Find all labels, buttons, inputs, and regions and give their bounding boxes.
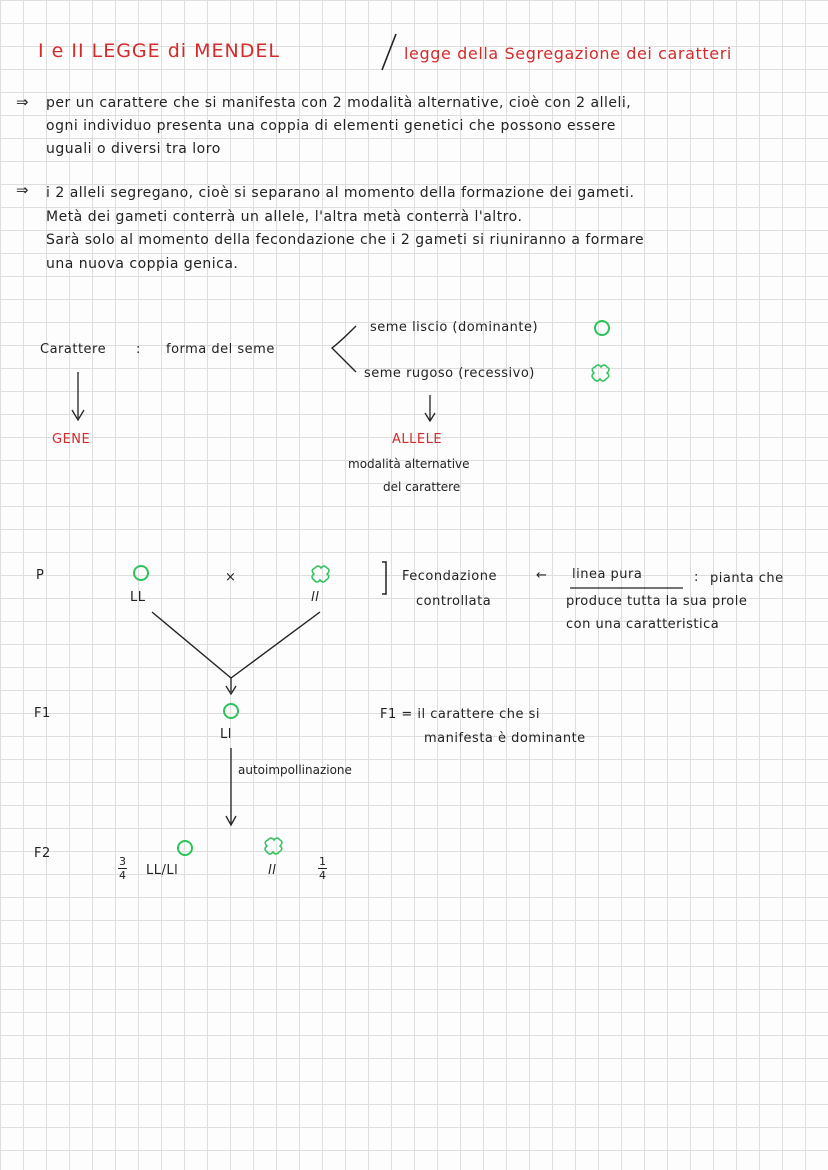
title-slash-line [382, 34, 396, 70]
allele-label: ALLELE [392, 432, 443, 447]
bullet-arrow-2: ⇒ [16, 181, 30, 199]
wrinkled-seed-icon-p [312, 566, 329, 582]
paragraph2-line3: Sarà solo al momento della fecondazione che i 2 gameti si riuniranno a formare [46, 232, 645, 248]
fraction-one-quarter [318, 856, 327, 883]
f1-generation-label: F1 [34, 706, 51, 721]
paragraph1-line2: ogni individuo presenta una coppia di elementi genetici che possono essere [46, 118, 616, 134]
frac-numerator-3: 3 [119, 855, 126, 868]
paragraph2-line2: Metà dei gameti conterrà un allele, l'altra metà conterrà l'altro. [46, 209, 523, 225]
p-genotype-recessive: ll [311, 590, 320, 605]
forma-del-seme: forma del seme [166, 342, 275, 357]
left-arrow: ← [536, 568, 548, 583]
v-line-left [152, 612, 231, 678]
carattere-colon: : [136, 342, 141, 357]
allele-desc-1: modalità alternative [348, 457, 470, 471]
page-subtitle: legge della Segregazione dei caratteri [404, 44, 732, 63]
linea-pura-colon: : [694, 570, 699, 585]
f2-genotype-recessive: ll [268, 863, 277, 878]
frac-denominator-4a: 4 [119, 869, 126, 882]
linea-pura-def-2: produce tutta la sua prole [566, 594, 748, 609]
f1-genotype: Ll [220, 727, 232, 742]
paragraph2-line4: una nuova coppia genica. [46, 256, 239, 272]
fecondazione-line1: Fecondazione [402, 569, 497, 584]
wrinkled-seed-icon-legend [592, 365, 609, 381]
carattere-label: Carattere [40, 342, 107, 357]
f2-genotype-dominant: LL/Ll [146, 863, 179, 878]
bracket [382, 562, 386, 594]
seme-rugoso: seme rugoso (recessivo) [364, 366, 535, 381]
f1-note-line1: F1 = il carattere che si [380, 707, 540, 722]
paragraph1-line3: uguali o diversi tra loro [46, 141, 221, 157]
brace [332, 326, 356, 372]
p-genotype-dominant: LL [130, 590, 146, 605]
frac-numerator-1: 1 [319, 855, 326, 868]
bullet-arrow-1: ⇒ [16, 93, 30, 111]
seme-liscio: seme liscio (dominante) [370, 320, 539, 335]
smooth-seed-icon-f1 [223, 703, 239, 719]
gene-label: GENE [52, 432, 91, 447]
f2-generation-label: F2 [34, 846, 51, 861]
cross-symbol: × [225, 570, 237, 585]
f1-note-line2: manifesta è dominante [424, 731, 586, 746]
linea-pura-def-1: pianta che [710, 571, 784, 586]
smooth-seed-icon-f2 [177, 840, 193, 856]
smooth-seed-icon-legend [594, 320, 610, 336]
fraction-three-quarters [118, 856, 127, 883]
p-generation-label: P [36, 568, 45, 583]
fecondazione-line2: controllata [416, 594, 492, 609]
linea-pura-label: linea pura [572, 567, 643, 582]
v-line-right [231, 612, 320, 678]
allele-desc-2: del carattere [383, 480, 461, 494]
frac-denominator-4b: 4 [319, 869, 326, 882]
linea-pura-def-3: con una caratteristica [566, 617, 720, 632]
wrinkled-seed-icon-f2 [265, 838, 282, 854]
paragraph2-line1: i 2 alleli segregano, cioè si separano al momento della formazione dei gameti. [46, 185, 635, 201]
page-title: I e II LEGGE di MENDEL [38, 40, 280, 62]
smooth-seed-icon-p [133, 565, 149, 581]
down-arrow-text [0, 0, 1, 1]
autoimpollinazione-label: autoimpollinazione [238, 763, 352, 777]
paragraph1-line1: per un carattere che si manifesta con 2 modalità alternative, cioè con 2 alleli, [46, 95, 632, 111]
